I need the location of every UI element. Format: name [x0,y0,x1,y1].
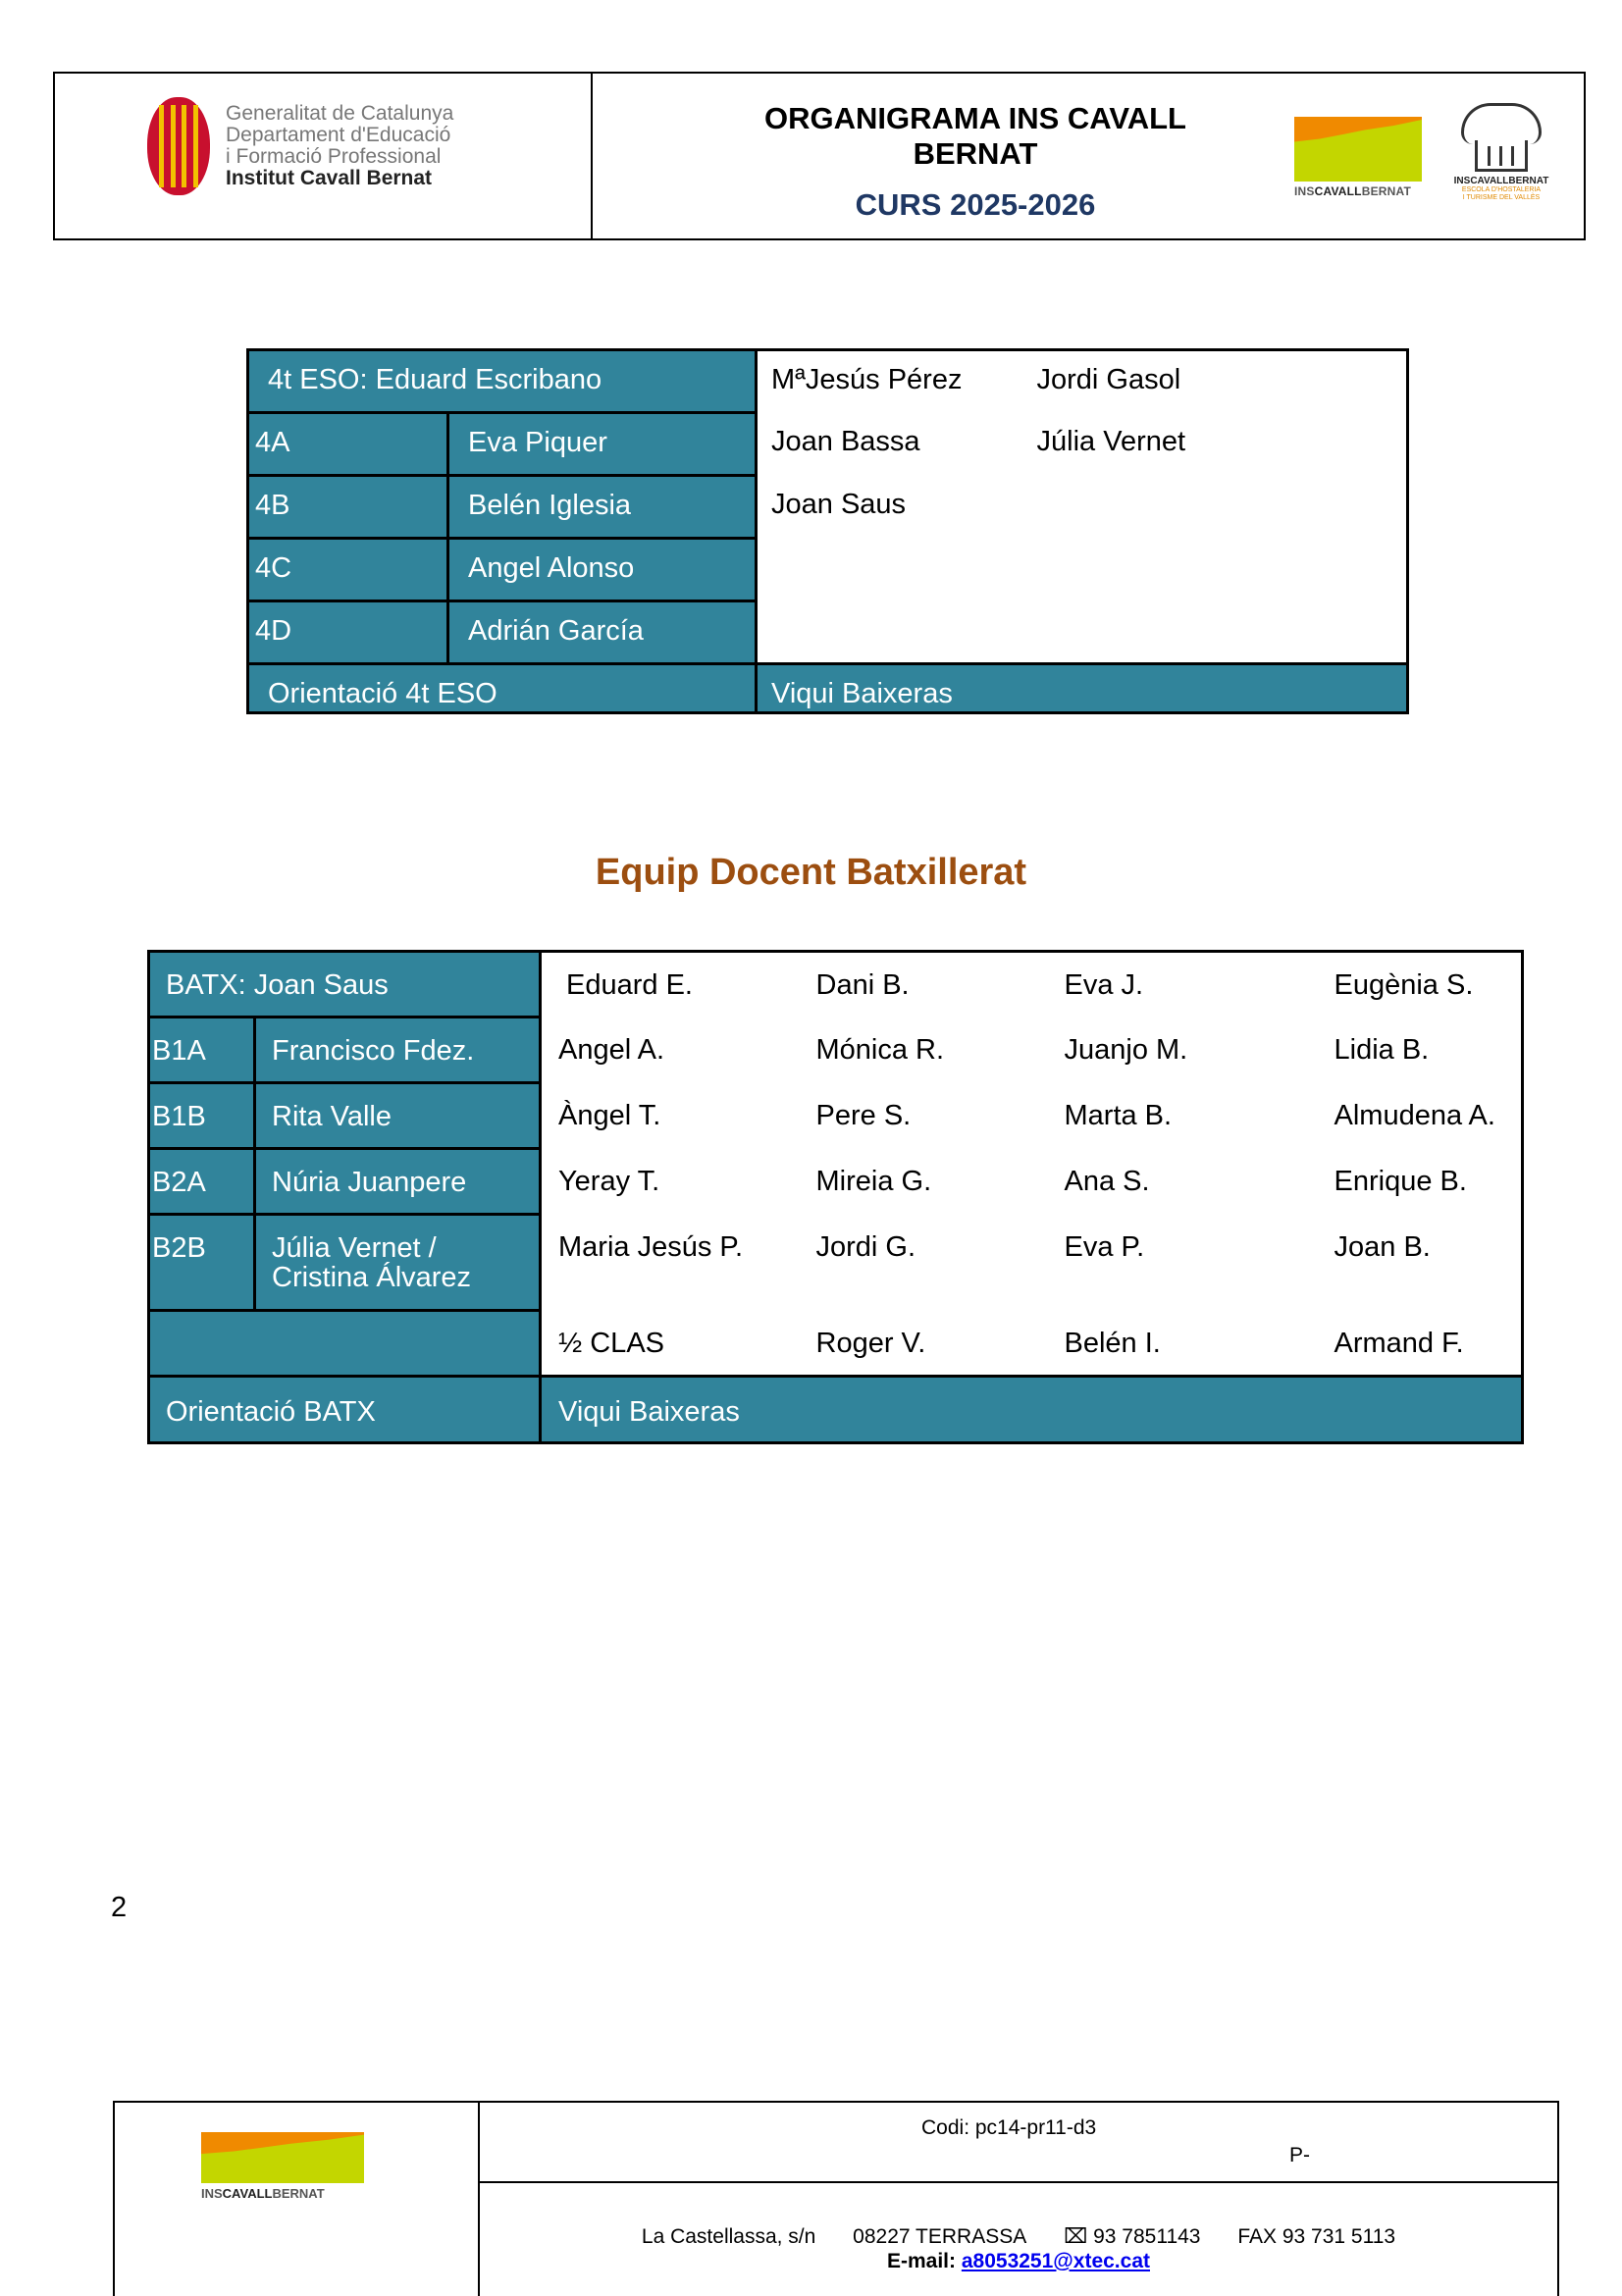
team-member: Roger V. [809,1311,1058,1377]
table-row [149,1377,1523,1443]
empty-cell [149,1311,541,1377]
table-row [248,664,1408,713]
senyera-icon [147,97,210,195]
street-address: La Castellassa, s/n [641,2225,816,2248]
table-row [149,1149,1523,1215]
group-tutor: Francisco Fdez. [255,1018,541,1083]
group-tutor: Belén Iglesia [448,476,757,539]
team-member: Lidia B. [1326,1018,1523,1083]
generalitat-line: Generalitat de Catalunya [226,102,454,125]
contact-address-line [480,2224,1557,2249]
group-tutor: Angel Alonso [448,539,757,601]
team-member: Angel A. [541,1018,809,1083]
table-row [248,413,1408,476]
page-marker: P- [1289,2144,1310,2166]
table-row [149,1083,1523,1149]
table-row [149,1018,1523,1083]
generalitat-logo [147,97,453,195]
orientation-name: Viqui Baixeras [541,1377,1523,1443]
team-member: Mireia G. [809,1149,1058,1215]
team-member [1023,476,1408,539]
group-tutor: Núria Juanpere [255,1149,541,1215]
logo-text-bold: CAVALL [1314,184,1362,198]
footer-info-cell [480,2103,1557,2296]
group-tutor: Rita Valle [255,1083,541,1149]
city: 08227 TERRASSA [853,2225,1027,2248]
team-member: Jordi G. [809,1215,1058,1311]
team-member: Eugènia S. [1326,952,1523,1018]
school-subtitle: I TURISME DEL VALLÈS [1462,194,1541,201]
empty-cell [1023,601,1408,664]
batx-coordinator: BATX: Joan Saus [149,952,541,1018]
orientation-label: Orientació 4t ESO [248,664,757,713]
chef-hat-icon [1457,103,1545,174]
school-subtitle: ESCOLA D'HOSTALERIA [1461,186,1542,193]
table-row [248,601,1408,664]
group-code: B1B [149,1083,255,1149]
team-member: Eva P. [1058,1215,1326,1311]
team-member: Armand F. [1326,1311,1523,1377]
logo-text-suffix: BERNAT [1361,184,1412,198]
header-title-cell [593,74,1584,238]
group-code: B1A [149,1018,255,1083]
hospitality-school-logo [1444,103,1558,202]
logo-text-suffix: BERNAT [272,2186,325,2201]
group-tutor: Adrián García [448,601,757,664]
team-member: Almudena A. [1326,1083,1523,1149]
team-member: Ana S. [1058,1149,1326,1215]
logo-text-prefix: INS [1294,184,1315,198]
table-row [149,952,1523,1018]
document-header [53,72,1586,240]
document-code: Codi: pc14-pr11-d3 [921,2116,1097,2139]
course-year: CURS 2025-2026 [855,187,1096,222]
page-number: 2 [111,1892,128,1923]
team-member: Àngel T. [541,1083,809,1149]
table-row [149,1215,1523,1311]
footer-code-row [480,2103,1557,2183]
team-member: Juanjo M. [1058,1018,1326,1083]
generalitat-text [226,103,453,189]
group-tutor: Eva Piquer [448,413,757,476]
table-row [248,476,1408,539]
logo-text-bold: CAVALL [222,2186,273,2201]
document-footer [113,2101,1559,2296]
team-member: Joan B. [1326,1215,1523,1311]
document-title: ORGANIGRAMA INS CAVALL BERNAT [764,101,1186,171]
group-code: 4A [248,413,448,476]
institute-line: Institut Cavall Bernat [226,167,433,189]
eso4-coordinator: 4t ESO: Eduard Escribano [248,350,757,413]
team-member: Enrique B. [1326,1149,1523,1215]
empty-cell [1023,539,1408,601]
team-member: Marta B. [1058,1083,1326,1149]
table-row [248,350,1408,413]
empty-cell [757,539,1023,601]
group-code: B2B [149,1215,255,1311]
team-member: Dani B. [809,952,1058,1018]
group-code: 4C [248,539,448,601]
team-member: Joan Saus [757,476,1023,539]
school-name: INSCAVALLBERNAT [1453,176,1549,186]
team-member: Maria Jesús P. [541,1215,809,1311]
footer-logo-cell [115,2103,480,2296]
group-code: 4B [248,476,448,539]
fax: FAX 93 731 5113 [1237,2225,1396,2248]
team-member: Eva J. [1058,952,1326,1018]
empty-cell [757,601,1023,664]
table-row [248,539,1408,601]
section-title: Equip Docent Batxillerat [595,852,1027,893]
logo-text-prefix: INS [201,2186,223,2201]
team-member: Mónica R. [809,1018,1058,1083]
team-member: Joan Bassa [757,413,1023,476]
department-line: Departament d'Educació [226,124,451,146]
email-link[interactable]: a8053251@xtec.cat [961,2250,1150,2272]
team-member: Jordi Gasol [1023,350,1408,413]
orientation-name: Viqui Baixeras [757,664,1408,713]
department-line: i Formació Professional [226,145,442,168]
ins-cavall-bernat-logo [201,2132,364,2201]
table-row [149,1311,1523,1377]
eso4-team-table [246,348,1409,714]
team-member: Júlia Vernet [1023,413,1408,476]
phone: ⌧ 93 7851143 [1064,2225,1201,2248]
team-member: Pere S. [809,1083,1058,1149]
team-member: ½ CLAS [541,1311,809,1377]
team-member: Belén I. [1058,1311,1326,1377]
team-member: MªJesús Pérez [757,350,1023,413]
email-label: E-mail: [887,2250,957,2272]
team-member: Yeray T. [541,1149,809,1215]
group-tutor: Júlia Vernet / Cristina Álvarez [255,1215,541,1311]
header-logo-cell [55,74,593,238]
team-member: Eduard E. [541,952,809,1018]
orientation-label: Orientació BATX [149,1377,541,1443]
email-line [480,2250,1557,2273]
group-code: B2A [149,1149,255,1215]
batx-team-table [147,950,1524,1444]
ins-cavall-bernat-logo [1294,117,1422,198]
group-code: 4D [248,601,448,664]
